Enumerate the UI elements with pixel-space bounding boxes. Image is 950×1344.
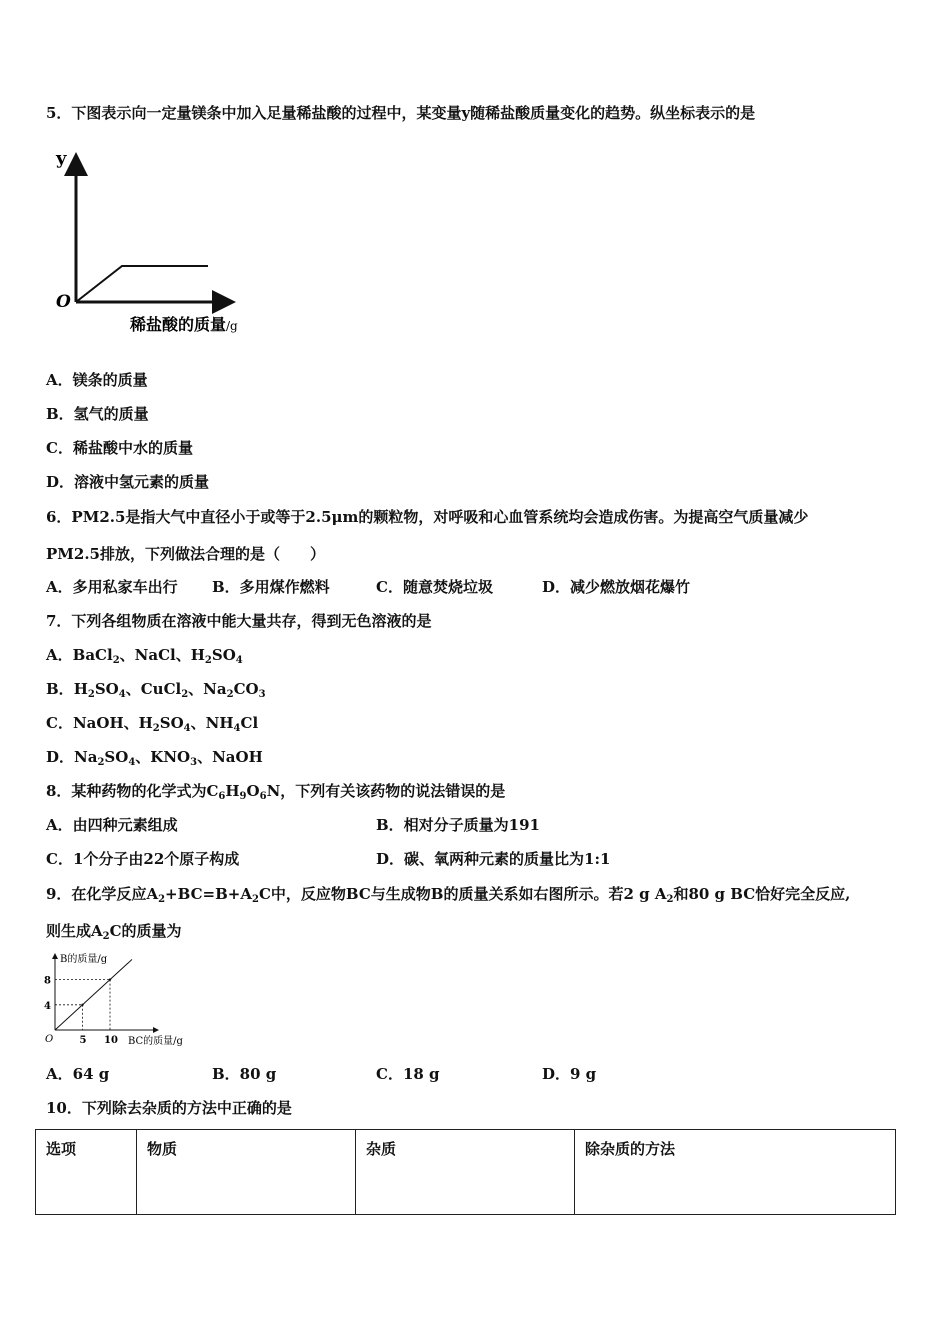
q9-x-label: BC的质量/g (128, 1036, 183, 1047)
q6-option-a[interactable]: A．多用私家车出行 (46, 578, 178, 596)
q9-graph (40, 950, 210, 1052)
q6-option-b[interactable]: B．多用煤作燃料 (212, 578, 330, 596)
q9-option-d[interactable]: D．9 g (542, 1065, 597, 1083)
q9-option-b[interactable]: B．80 g (212, 1065, 277, 1083)
q5-option-d[interactable]: D．溶液中氢元素的质量 (46, 473, 210, 491)
q9-stem-line2: 则生成$A_2C$的质量为 (46, 922, 182, 942)
q5-x-label: 稀盐酸的质量/g (130, 315, 238, 334)
q6-stem-line2: PM2.5排放，下列做法合理的是（ ） (46, 545, 325, 563)
q7-option-c[interactable]: C．NaOH、$H_2SO_4$、$NH_4Cl$ (46, 714, 259, 734)
table-row (36, 1130, 896, 1215)
q9-y-tick-4: 4 (44, 1000, 51, 1012)
q10-header-impurity: 杂质 (356, 1130, 575, 1215)
q5-option-b[interactable]: B．氢气的质量 (46, 405, 149, 423)
q9-data-line (55, 959, 132, 1030)
q5-curve (76, 266, 208, 302)
q7-stem: 7．下列各组物质在溶液中能大量共存，得到无色溶液的是 (46, 612, 432, 630)
q5-option-c[interactable]: C．稀盐酸中水的质量 (46, 439, 193, 457)
q7-option-b[interactable]: B．$H_2SO_4$、CuCl$_2$、$Na_2CO_3$ (46, 680, 266, 700)
q9-stem-line1: 9．在化学反应$A_2+BC=B+A_2C$中，反应物BC与生成物B的质量关系如右图所示。若2 g $A_2$和80 g BC恰好完全反应, (46, 885, 851, 905)
q9-point-2 (109, 978, 111, 980)
q8-option-a[interactable]: A．由四种元素组成 (46, 816, 178, 834)
q5-option-a[interactable]: A．镁条的质量 (46, 371, 148, 389)
q9-option-c[interactable]: C．18 g (376, 1065, 440, 1083)
q5-graph (40, 140, 280, 340)
q8-stem: 8．某种药物的化学式为$C_6H_9O_6N$，下列有关该药物的说法错误的是 (46, 782, 506, 802)
q10-header-option: 选项 (36, 1130, 137, 1215)
q6-option-d[interactable]: D．减少燃放烟花爆竹 (542, 578, 691, 596)
q10-table (35, 1129, 896, 1215)
q6-stem-line1: 6．PM2.5是指大气中直径小于或等于2.5μm的颗粒物，对呼吸和心血管系统均会造成伤害。为提高空气质量减少 (46, 508, 809, 526)
q8-option-c[interactable]: C．1个分子由22个原子构成 (46, 850, 240, 868)
q6-option-c[interactable]: C．随意焚烧垃圾 (376, 578, 493, 596)
q8-option-d[interactable]: D．碳、氧两种元素的质量比为1:1 (376, 850, 611, 868)
q10-stem: 10．下列除去杂质的方法中正确的是 (46, 1099, 292, 1117)
q5-y-label: y (56, 148, 67, 169)
q7-option-a[interactable]: A．BaCl$_2$、NaCl、$H_2SO_4$ (46, 646, 243, 666)
q10-header-substance: 物质 (137, 1130, 356, 1215)
q9-y-tick-8: 8 (44, 975, 51, 987)
q5-stem: 5．下图表示向一定量镁条中加入足量稀盐酸的过程中，某变量y随稀盐酸质量变化的趋势。纵坐标表示的是 (46, 104, 756, 122)
q9-x-tick-10: 10 (104, 1035, 118, 1046)
q9-option-a[interactable]: A．64 g (46, 1065, 110, 1083)
q7-option-d[interactable]: D．$Na_2SO_4$、$KNO_3$、NaOH (46, 748, 263, 768)
q9-y-label: B的质量/g (60, 954, 108, 965)
q5-origin: O (56, 292, 71, 312)
q9-origin: O (45, 1034, 54, 1045)
q10-header-method: 除杂质的方法 (575, 1130, 896, 1215)
q8-option-b[interactable]: B．相对分子质量为191 (376, 816, 540, 834)
q9-x-tick-5: 5 (79, 1035, 87, 1046)
q9-point-1 (81, 1004, 83, 1006)
